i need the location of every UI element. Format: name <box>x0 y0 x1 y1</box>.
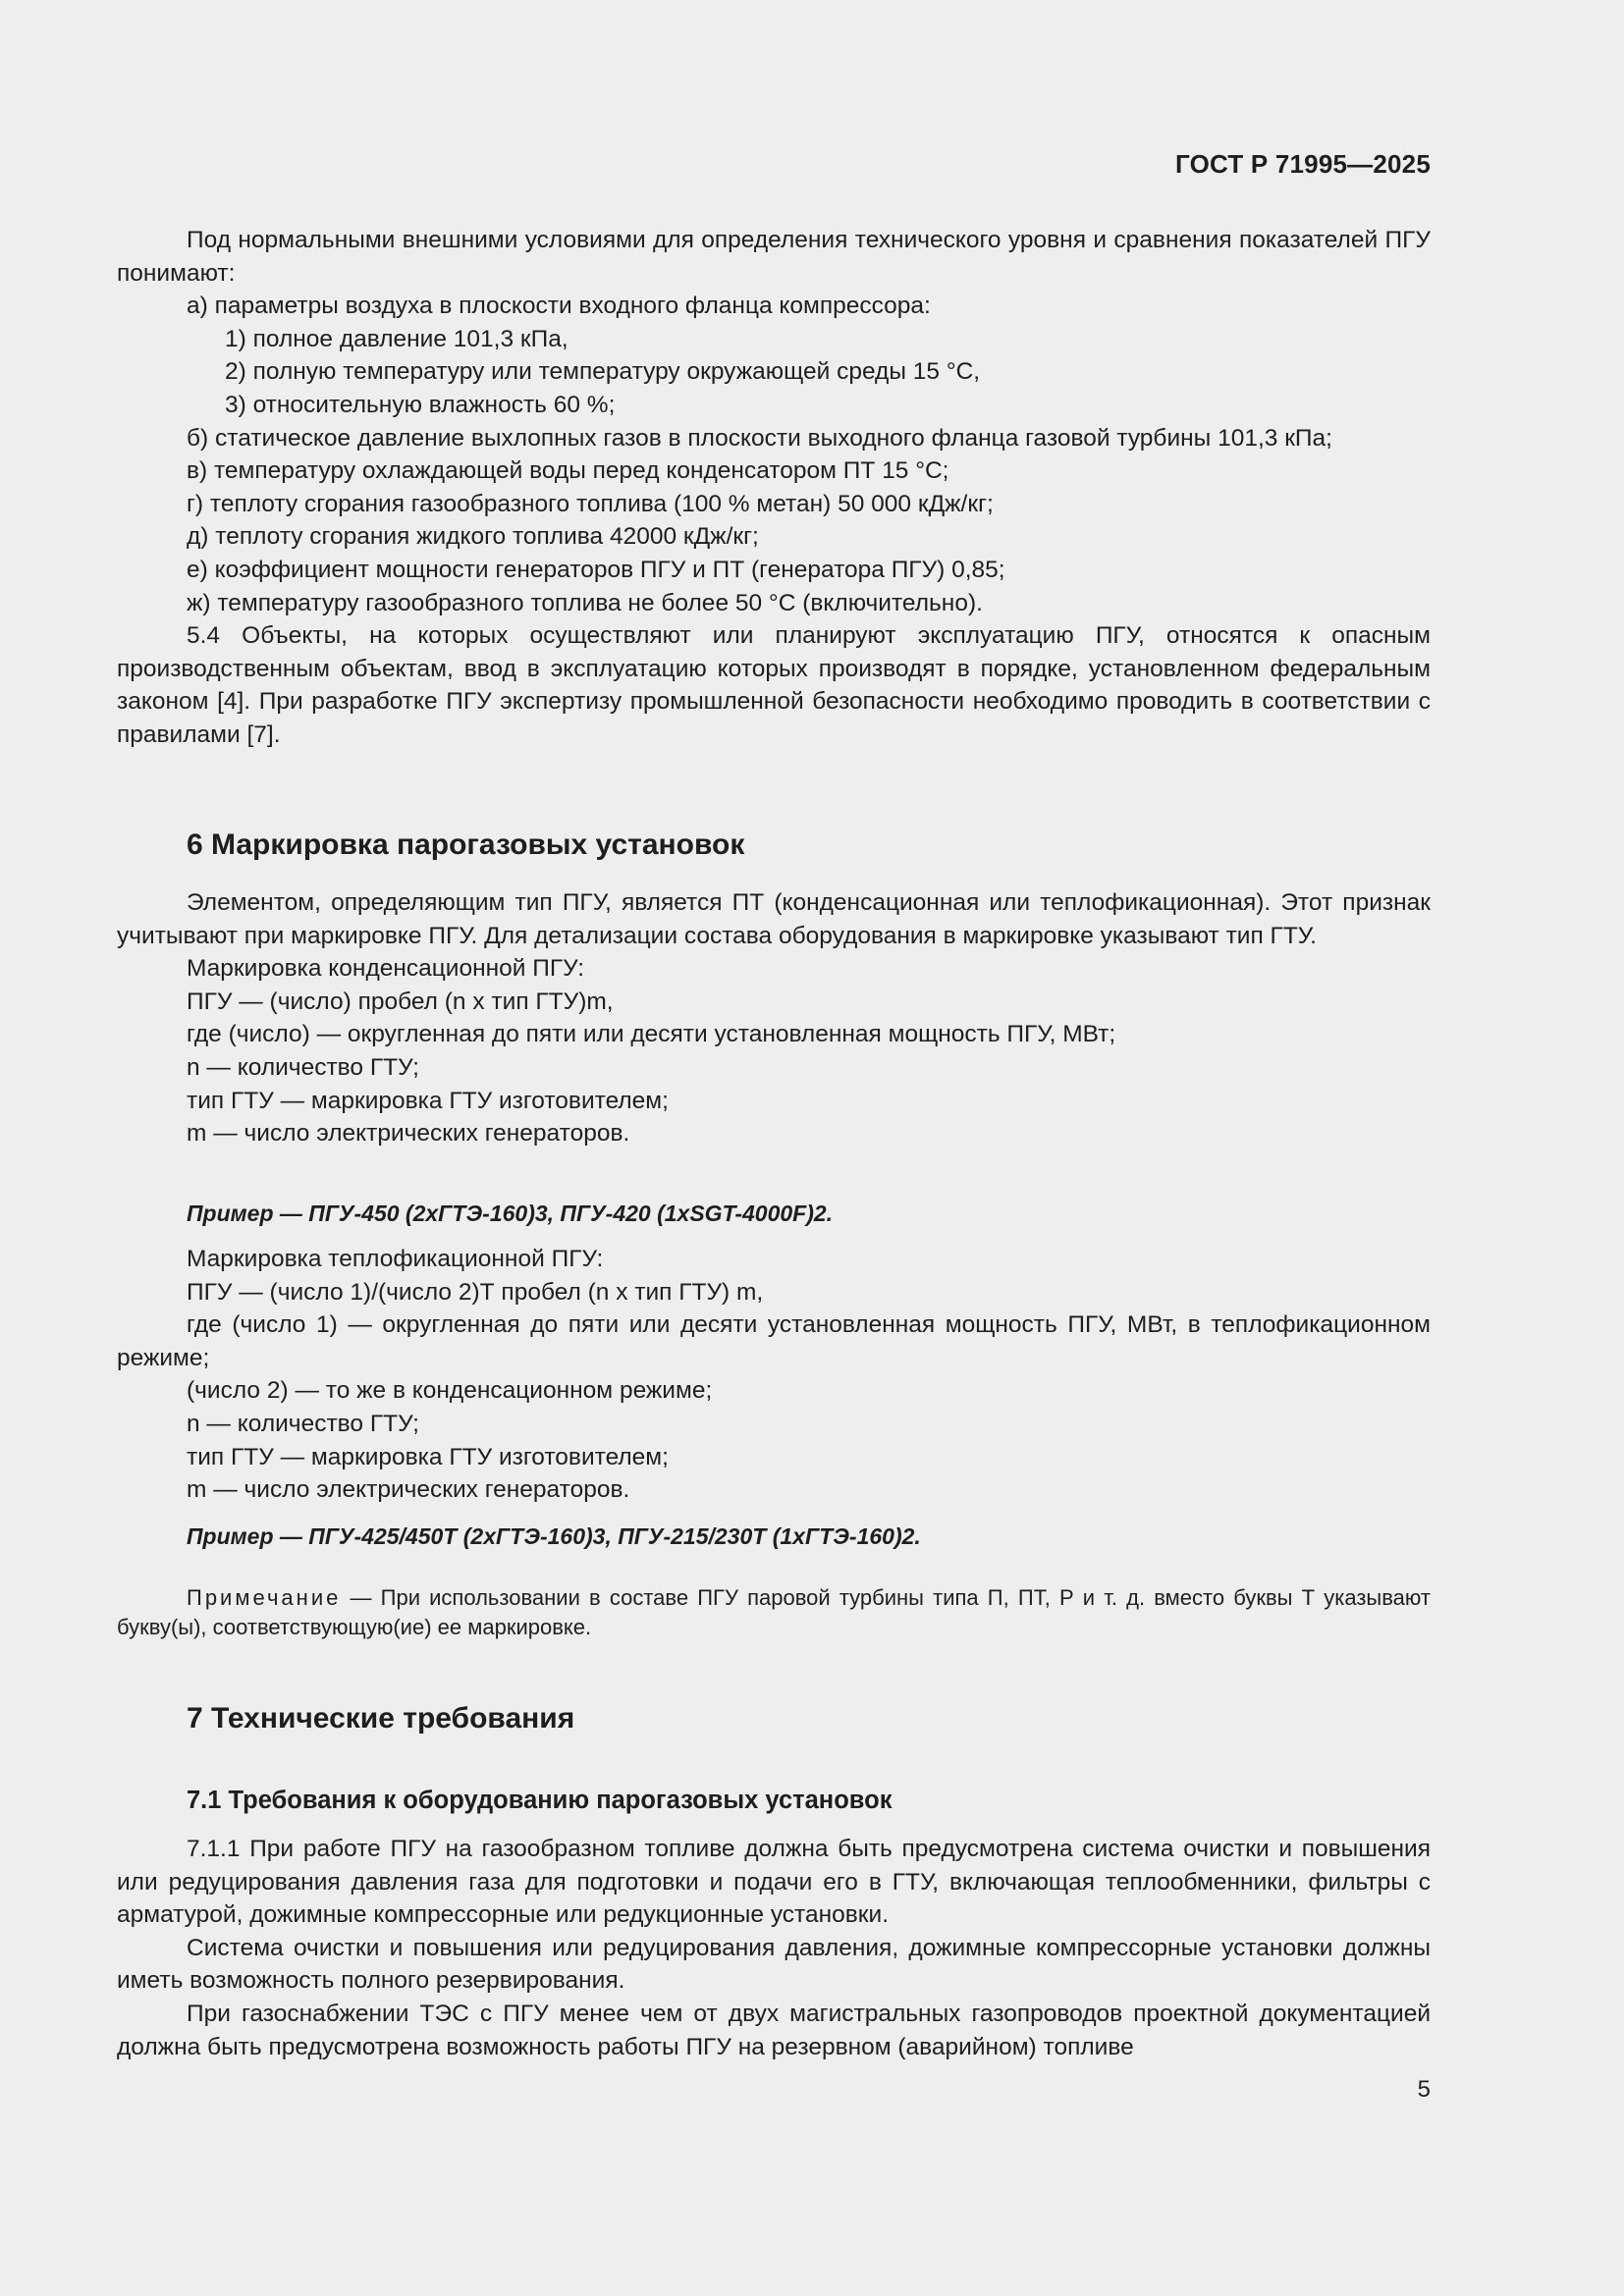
heating-number-2: (число 2) — то же в конденсационном режиме; <box>187 1377 713 1405</box>
heating-marking-title: Маркировка теплофикационной ПГУ: <box>187 1246 604 1272</box>
list-item-a2: 2) полную температуру или температуру окружающей среды 15 °С, <box>225 358 981 386</box>
list-item-g: г) теплоту сгорания газообразного топлива (100 % метан) 50 000 кДж/кг; <box>187 490 994 517</box>
document-page <box>117 0 1431 2296</box>
condensing-where: где (число) — округленная до пяти или десяти установленная мощность ПГУ, МВт; <box>187 1021 1116 1048</box>
section-6-body <box>117 886 1431 1150</box>
document-header: ГОСТ Р 71995—2025 <box>1175 149 1431 179</box>
section-5-continuation <box>117 224 1431 752</box>
note-text: — При использовании в составе ПГУ паровой турбины типа П, ПТ, Р и т. д. вместо буквы Т указывают букву(ы), соответствующую(ие) ее маркировке. <box>117 1585 1431 1639</box>
list-item-a: а) параметры воздуха в плоскости входного фланца компрессора: <box>187 293 931 320</box>
heating-n: n — количество ГТУ; <box>187 1410 419 1437</box>
condensing-marking-formula: ПГУ — (число) пробел (n x тип ГТУ)m, <box>187 988 614 1015</box>
heating-where: где (число 1) — округленная до пяти или десяти установленная мощность ПГУ, МВт, в теплофикационном режиме; <box>117 1311 1431 1371</box>
paragraph-5-4: 5.4 Объекты, на которых осуществляют или планируют эксплуатацию ПГУ, относятся к опасным производственным объектам, ввод в эксплуатацию которых производят в порядке, установленном федеральным законом [4]. При разработке ПГУ экспертизу промышленной безопасности необходимо проводить в соответствии с правилами [7]. <box>117 622 1431 748</box>
list-item-zh: ж) температуру газообразного топлива не более 50 °С (включительно). <box>187 589 983 616</box>
paragraph-gas-supply: При газоснабжении ТЭС с ПГУ менее чем от двух магистральных газопроводов проектной документацией должна быть предусмотрена возможность работы ПГУ на резервном (аварийном) топливе <box>117 2000 1431 2060</box>
condensing-marking-title: Маркировка конденсационной ПГУ: <box>187 955 585 983</box>
list-item-b: б) статическое давление выхлопных газов в плоскости выходного фланца газовой турбины 101,3 кПа; <box>187 424 1332 452</box>
list-item-v: в) температуру охлаждающей воды перед конденсатором ПТ 15 °С; <box>187 457 949 485</box>
paragraph-marking-intro: Элементом, определяющим тип ПГУ, является ПТ (конденсационная или теплофикационная). Этот признак учитывают при маркировке ПГУ. Для детализации состава оборудования в маркировке указывают тип ГТУ. <box>117 889 1431 949</box>
page-number: 5 <box>1417 2076 1431 2103</box>
paragraph-reserve: Система очистки и повышения или редуцирования давления, дожимные компрессорные установки должны иметь возможность полного резервирования. <box>117 1934 1431 1995</box>
paragraph-7-1-1: 7.1.1 При работе ПГУ на газообразном топливе должна быть предусмотрена система очистки и повышения или редуцирования давления газа для подготовки и подачи его в ГТУ, включающая теплообменники, фильтры с арматурой, дожимные компрессорные или редукционные установки. <box>117 1836 1431 1929</box>
list-item-e: е) коэффициент мощности генераторов ПГУ и ПТ (генератора ПГУ) 0,85; <box>187 556 1005 583</box>
section-7-title: 7 Технические требования <box>187 1702 575 1735</box>
heating-m: m — число электрических генераторов. <box>187 1476 630 1504</box>
list-item-a3: 3) относительную влажность 60 %; <box>225 391 616 418</box>
paragraph-normal-conditions: Под нормальными внешними условиями для определения технического уровня и сравнения показателей ПГУ понимают: <box>117 227 1431 287</box>
heating-marking-block <box>117 1243 1431 1507</box>
condensing-m: m — число электрических генераторов. <box>187 1120 630 1148</box>
list-item-d: д) теплоту сгорания жидкого топлива 42000 кДж/кг; <box>187 523 759 551</box>
heating-type: тип ГТУ — маркировка ГТУ изготовителем; <box>187 1443 669 1470</box>
example-2: Пример — ПГУ-425/450Т (2хГТЭ-160)3, ПГУ-215/230Т (1хГТЭ-160)2. <box>187 1523 921 1549</box>
section-7-body <box>117 1833 1431 2063</box>
heating-marking-formula: ПГУ — (число 1)/(число 2)Т пробел (n x тип ГТУ) m, <box>187 1278 764 1306</box>
condensing-n: n — количество ГТУ; <box>187 1053 419 1081</box>
list-item-a1: 1) полное давление 101,3 кПа, <box>225 325 568 352</box>
condensing-type: тип ГТУ — маркировка ГТУ изготовителем; <box>187 1087 669 1114</box>
subsection-7-1-title: 7.1 Требования к оборудованию парогазовых установок <box>187 1787 893 1814</box>
section-6-title: 6 Маркировка парогазовых установок <box>187 828 745 861</box>
note-label: Примечание <box>187 1585 342 1610</box>
note <box>117 1583 1431 1642</box>
example-1: Пример — ПГУ-450 (2хГТЭ-160)3, ПГУ-420 (1хSGT-4000F)2. <box>187 1201 834 1226</box>
